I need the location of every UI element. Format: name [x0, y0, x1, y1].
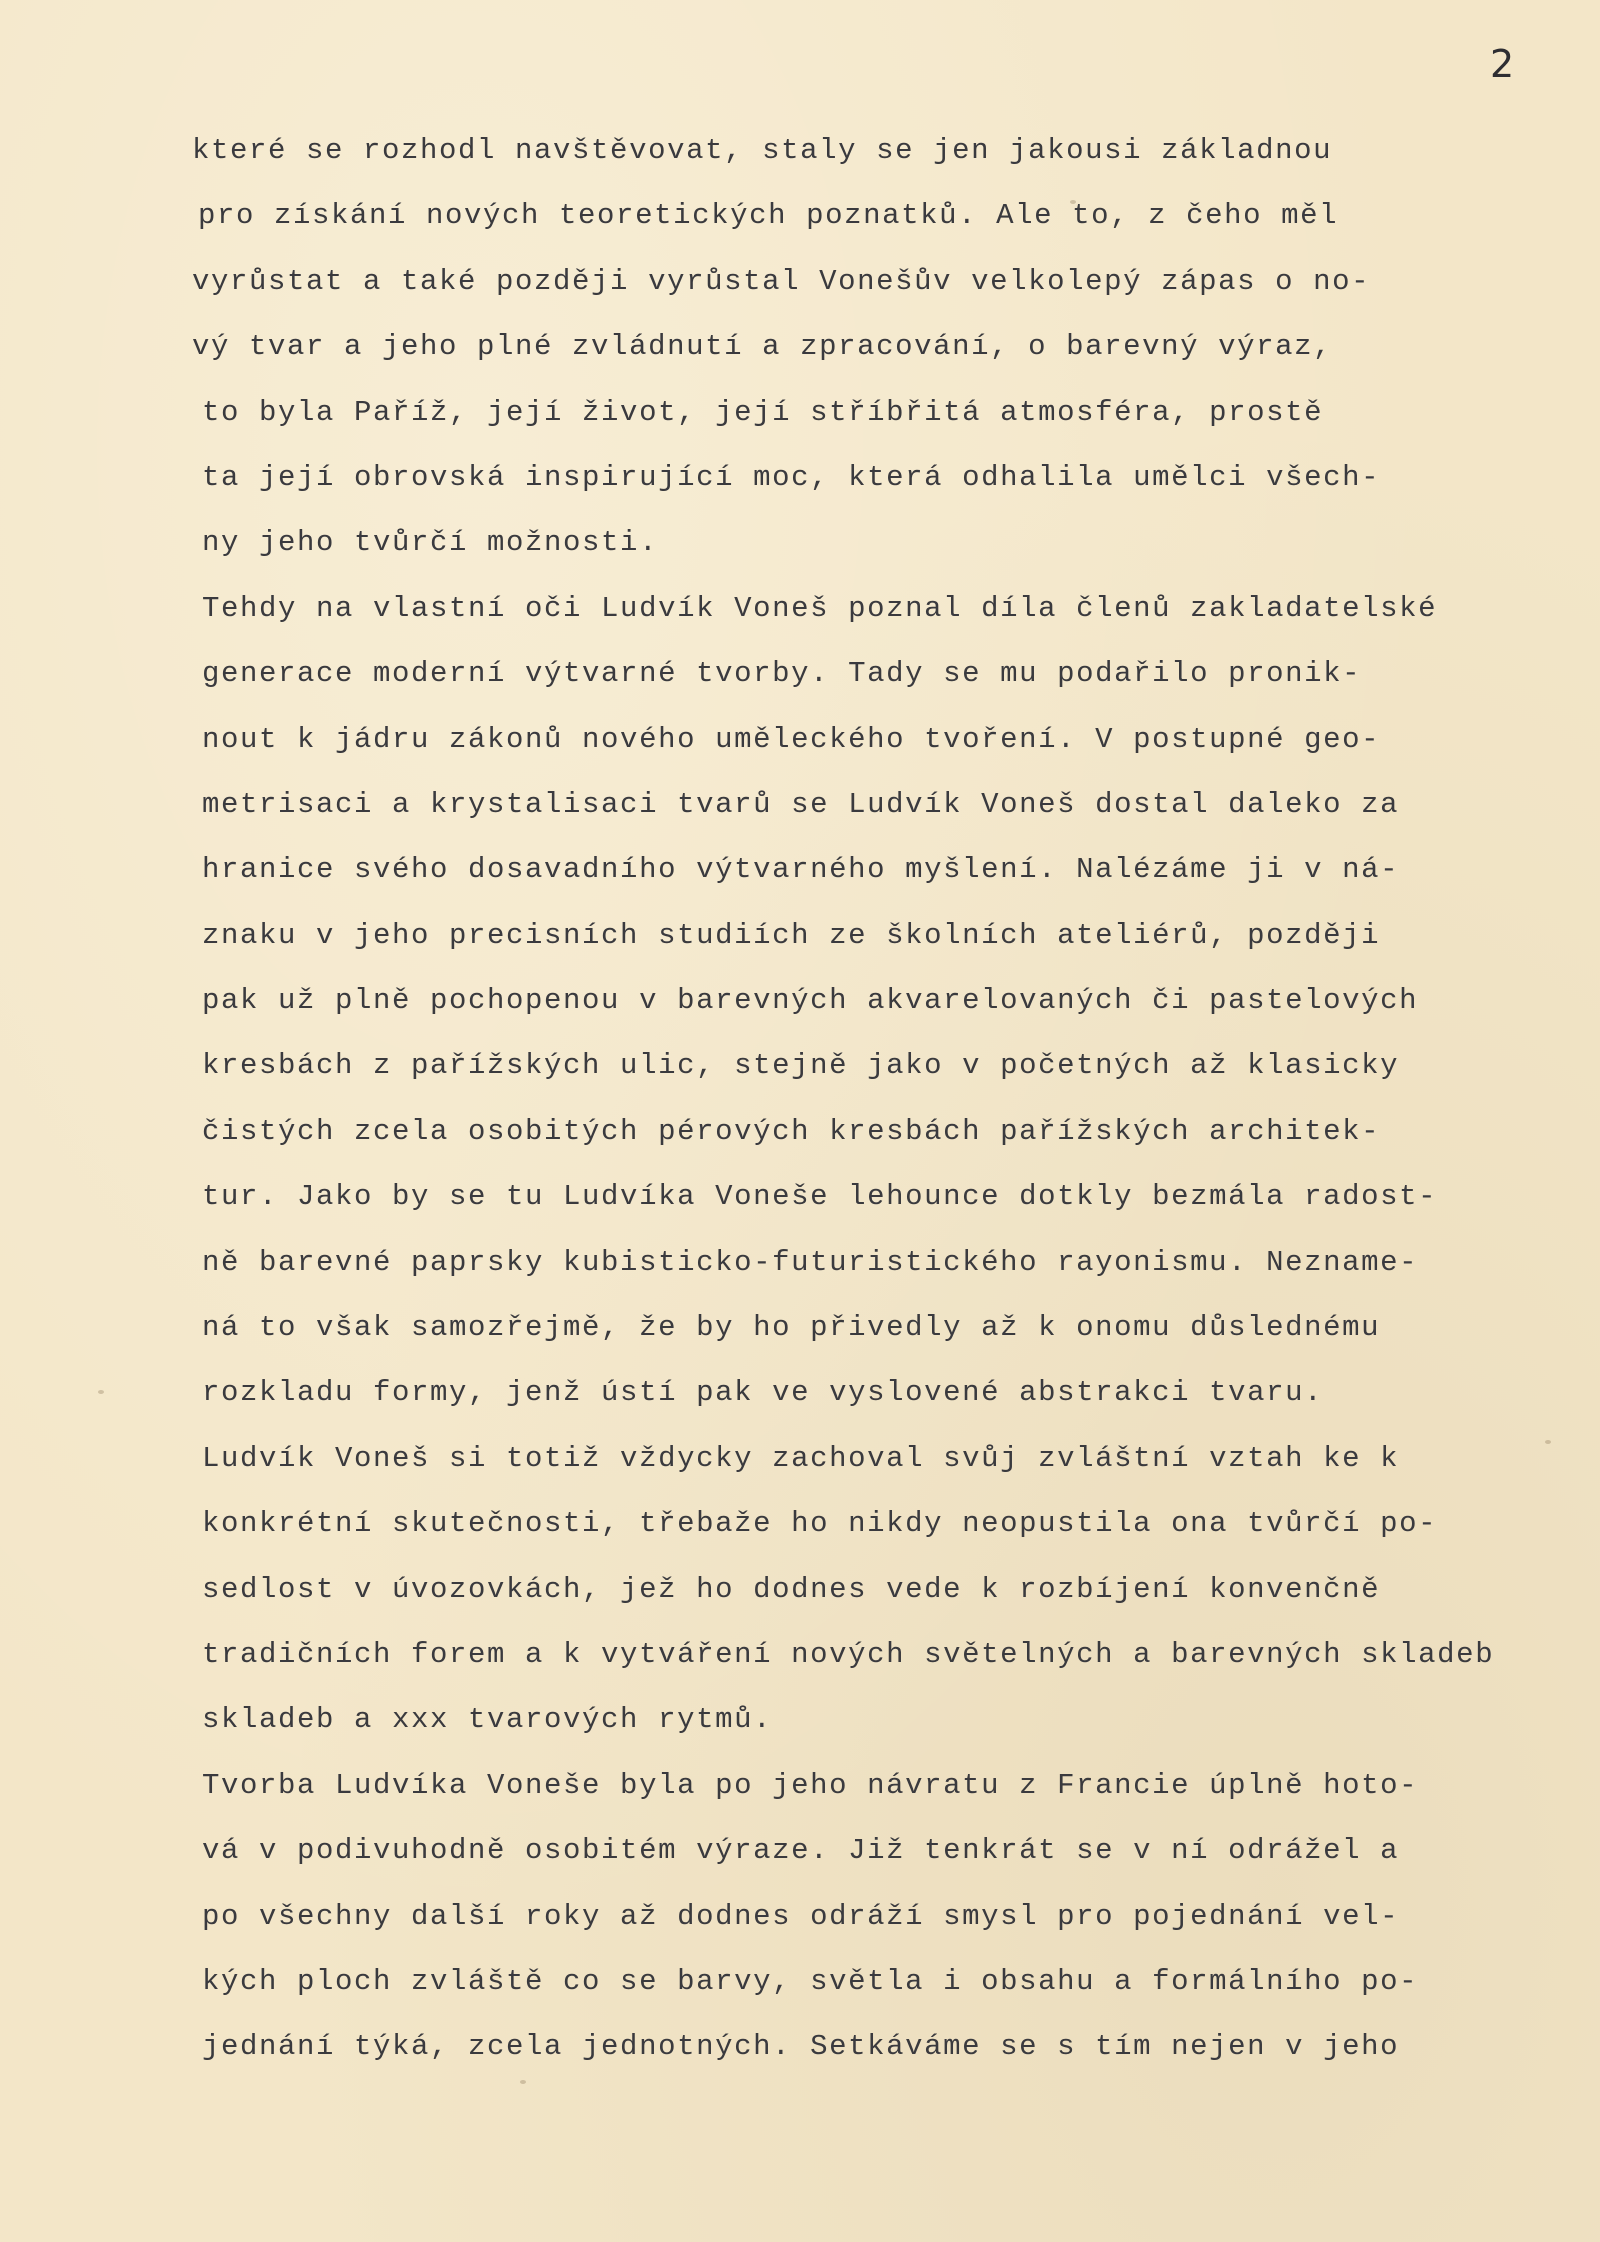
- text-line: pro získání nových teoretických poznatků. Ale to, z čeho měl: [198, 199, 1339, 233]
- text-line: Ludvík Voneš si totiž vždycky zachoval svůj zvláštní vztah ke k: [202, 1441, 1400, 1475]
- text-line: znaku v jeho precisních studiích ze školních ateliérů, později: [202, 918, 1381, 952]
- text-line: hranice svého dosavadního výtvarného myšlení. Nalézáme ji v ná-: [202, 853, 1400, 887]
- text-line: ná to však samozřejmě, že by ho přivedly až k onomu důslednému: [202, 1311, 1381, 1345]
- paper-speck: [98, 1390, 104, 1394]
- text-line: vá v podivuhodně osobitém výraze. Již tenkrát se v ní odrážel a: [202, 1834, 1400, 1868]
- text-line: tradičních forem a k vytváření nových světelných a barevných skladeb: [202, 1637, 1495, 1671]
- text-line: metrisaci a krystalisaci tvarů se Ludvík Voneš dostal daleko za: [202, 787, 1400, 821]
- text-line: rozkladu formy, jenž ústí pak ve vyslovené abstrakci tvaru.: [202, 1376, 1324, 1410]
- text-line: to byla Paříž, její život, její stříbřitá atmosféra, prostě: [202, 395, 1324, 429]
- text-line: skladeb a xxx tvarových rytmů.: [202, 1703, 773, 1737]
- text-line: kých ploch zvláště co se barvy, světla i obsahu a formálního po-: [202, 1964, 1419, 1998]
- text-line: Tvorba Ludvíka Voneše byla po jeho návratu z Francie úplně hoto-: [202, 1768, 1419, 1802]
- paper-speck: [1545, 1440, 1551, 1444]
- text-line: ny jeho tvůrčí možnosti.: [202, 526, 659, 560]
- text-line: tur. Jako by se tu Ludvíka Voneše lehounce dotkly bezmála radost-: [202, 1180, 1438, 1214]
- text-line: sedlost v úvozovkách, jež ho dodnes vede k rozbíjení konvenčně: [202, 1572, 1381, 1606]
- page-number: 2: [1490, 42, 1515, 86]
- text-line: ně barevné paprsky kubisticko-futuristického rayonismu. Nezname-: [202, 1245, 1419, 1279]
- text-line: čistých zcela osobitých pérových kresbách pařížských architek-: [202, 1114, 1381, 1148]
- text-line: ta její obrovská inspirující moc, která odhalila umělci všech-: [202, 460, 1381, 494]
- text-line: konkrétní skutečnosti, třebaže ho nikdy neopustila ona tvůrčí po-: [202, 1507, 1438, 1541]
- paper-speck: [1070, 200, 1076, 204]
- text-line: vý tvar a jeho plné zvládnutí a zpracování, o barevný výraz,: [192, 330, 1333, 364]
- text-line: které se rozhodl navštěvovat, staly se jen jakousi základnou: [192, 134, 1333, 167]
- text-line: nout k jádru zákonů nového uměleckého tvoření. V postupné geo-: [202, 722, 1381, 756]
- paper-speck: [520, 2080, 526, 2084]
- text-line: po všechny další roky až dodnes odráží smysl pro pojednání vel-: [202, 1899, 1400, 1933]
- text-line: vyrůstat a také později vyrůstal Vonešův velkolepý zápas o no-: [192, 264, 1371, 298]
- text-line: Tehdy na vlastní oči Ludvík Voneš poznal díla členů zakladatelské: [202, 591, 1438, 625]
- text-line: jednání týká, zcela jednotných. Setkáváme se s tím nejen v jeho: [202, 2030, 1400, 2064]
- text-line: pak už plně pochopenou v barevných akvarelovaných či pastelových: [202, 984, 1419, 1018]
- text-line: kresbách z pařížských ulic, stejně jako v početných až klasicky: [202, 1049, 1400, 1083]
- text-line: generace moderní výtvarné tvorby. Tady se mu podařilo pronik-: [202, 657, 1362, 691]
- typed-text-body: [192, 118, 1532, 2080]
